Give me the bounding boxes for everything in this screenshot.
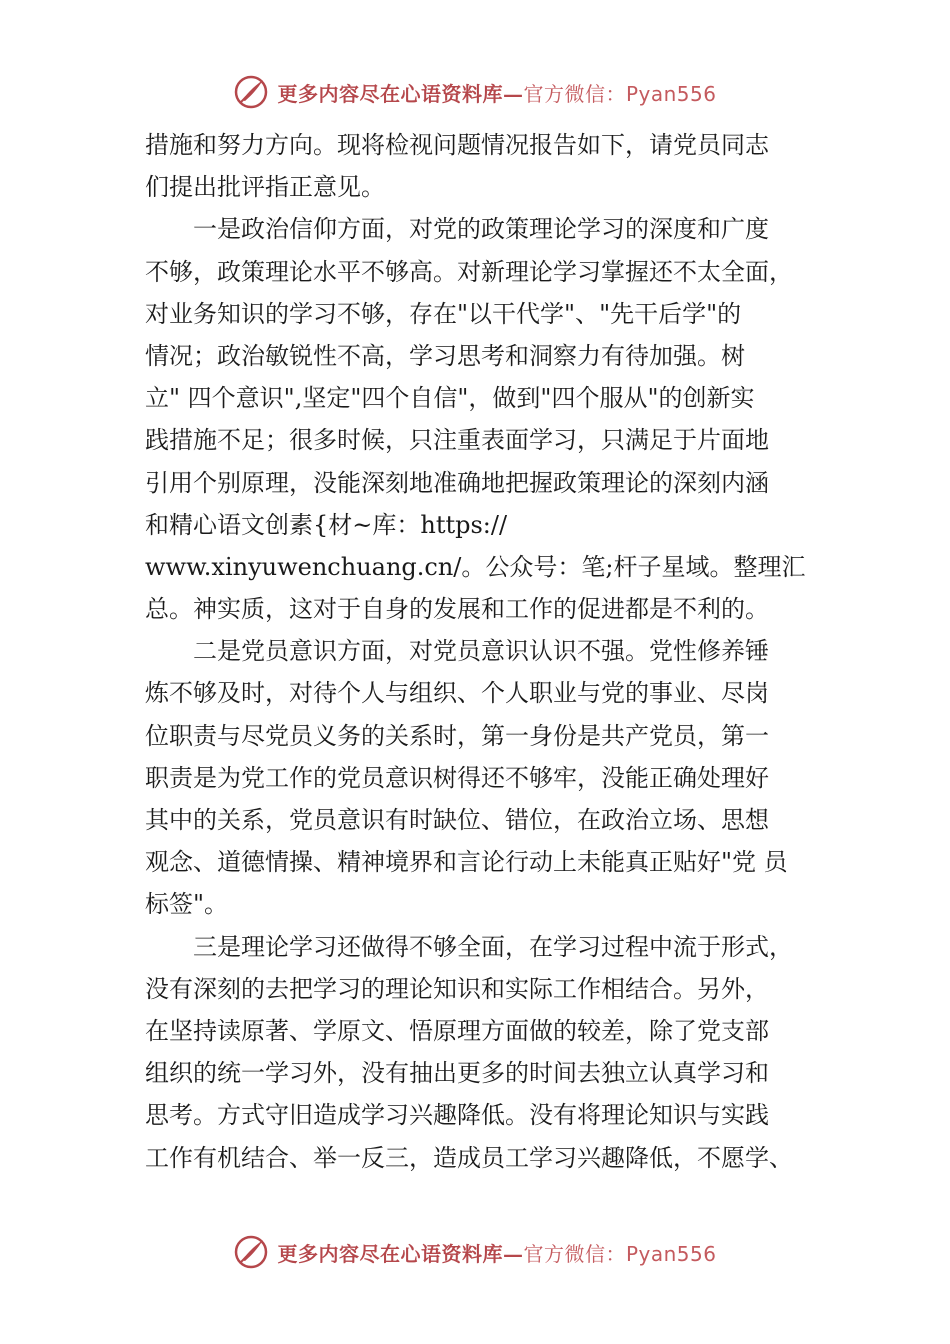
text-line: 标签"。: [145, 890, 229, 919]
banner-main-text: 更多内容尽在心语资料库—: [277, 81, 524, 106]
text-line: 们提出批评指正意见。: [145, 173, 385, 202]
text-line: 和精心语文创素{材~库：https://: [145, 510, 508, 539]
quill-logo-icon: [233, 1234, 269, 1270]
text-line: 措施和努力方向。现将检视问题情况报告如下，请党员同志: [145, 131, 769, 159]
text-line: 对业务知识的学习不够，存在"以干代学"、"先干后学"的: [145, 299, 742, 328]
text-line: 一是政治信仰方面，对党的政策理论学习的深度和广度: [145, 215, 769, 244]
banner-title: [277, 1238, 716, 1267]
text-line: 炼不够及时，对待个人与组织、个人职业与党的事业、尽岗: [145, 679, 769, 708]
text-line: 二是党员意识方面，对党员意识认识不强。党性修养锤: [145, 637, 769, 666]
text-line: 情况；政治敏锐性不高，学习思考和洞察力有待加强。树: [145, 341, 745, 370]
text-line: 总。神实质，这对于自身的发展和工作的促进都是不利的。: [145, 595, 769, 624]
text-line: 工作有机结合、举一反三，造成员工学习兴趣降低，不愿学、: [145, 1143, 793, 1172]
text-line: 立" 四个意识",坚定"四个自信"，做到"四个服从"的创新实: [145, 384, 755, 413]
footer-banner: [0, 1234, 950, 1270]
text-line: 践措施不足；很多时候，只注重表面学习，只满足于片面地: [145, 426, 769, 455]
text-line: 不够，政策理论水平不够高。对新理论学习掌握还不太全面，: [145, 257, 793, 286]
text-line: 职责是为党工作的党员意识树得还不够牢，没能正确处理好: [145, 763, 769, 792]
quill-logo-icon: [233, 74, 269, 110]
text-line: 三是理论学习还做得不够全面，在学习过程中流于形式，: [145, 932, 793, 961]
text-line: 观念、道德情操、精神境界和言论行动上未能真正贴好"党 员: [145, 848, 788, 877]
text-line: www.xinyuwenchuang.cn/。公众号：笔;杆子星域。整理汇: [145, 552, 806, 581]
header-banner: [0, 74, 950, 110]
text-line: 引用个别原理，没能深刻地准确地把握政策理论的深刻内涵: [145, 468, 769, 497]
banner-main-text: 更多内容尽在心语资料库—: [277, 1241, 524, 1266]
text-line: 位职责与尽党员义务的关系时，第一身份是共产党员，第一: [145, 721, 769, 750]
banner-title: [277, 78, 716, 107]
banner-wechat-text: 官方微信：Pyan556: [523, 81, 717, 106]
text-line: 组织的统一学习外，没有抽出更多的时间去独立认真学习和: [145, 1059, 769, 1088]
text-line: 没有深刻的去把学习的理论知识和实际工作相结合。另外，: [145, 974, 769, 1003]
text-line: 其中的关系，党员意识有时缺位、错位，在政治立场、思想: [145, 806, 769, 834]
document-body: [145, 124, 825, 1179]
banner-wechat-text: 官方微信：Pyan556: [523, 1241, 717, 1266]
text-line: 思考。方式守旧造成学习兴趣降低。没有将理论知识与实践: [145, 1101, 769, 1130]
text-line: 在坚持读原著、学原文、悟原理方面做的较差，除了党支部: [145, 1016, 769, 1045]
